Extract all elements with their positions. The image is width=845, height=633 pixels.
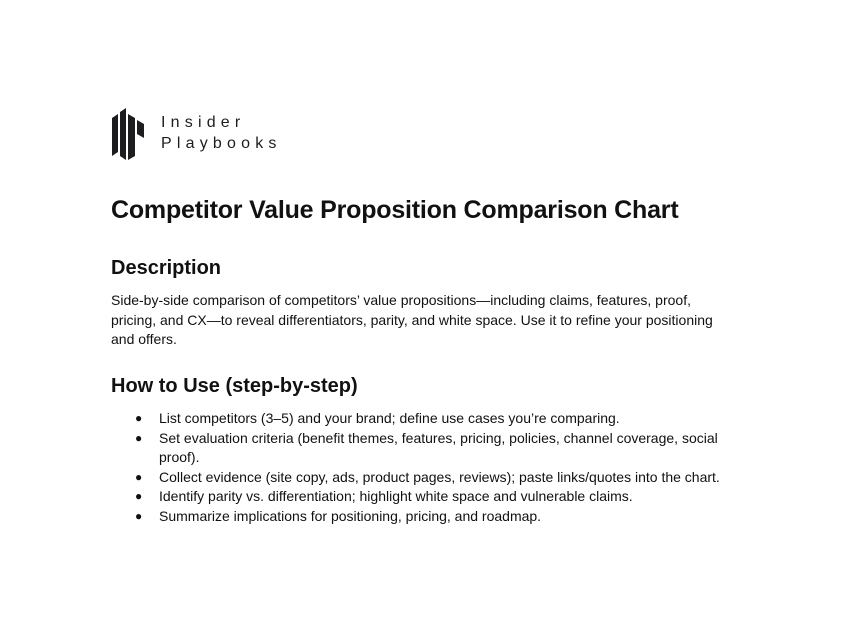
brand-line-2: Playbooks [161,135,282,152]
step-text: Summarize implications for positioning, pricing, and roadmap. [159,507,542,524]
list-item [111,409,751,429]
bullet-icon: ● [135,430,143,445]
description-heading: Description [111,257,222,279]
step-text: Collect evidence (site copy, ads, product pages, reviews); paste links/quotes into the chart. [159,468,720,485]
step-text: Identify parity vs. differentiation; highlight white space and vulnerable claims. [159,488,633,504]
steps-list [111,409,751,526]
list-item [111,487,751,507]
description-text: Side-by-side comparison of competitors’ value propositions—including claims, features, proof, pricing, and CX—to reveal differentiators, parity, and white space. Use it to refine your positioning and offers. [111,292,713,347]
bullet-icon: ● [135,489,143,503]
bullet-icon: ● [135,411,143,425]
brand-wordmark [161,112,282,154]
list-item [111,507,751,527]
step-text: Set evaluation criteria (benefit themes, features, pricing, policies, channel coverage, social proof). [159,429,718,465]
page-title: Competitor Value Proposition Comparison Chart [111,196,679,224]
brand-logo [111,108,282,160]
list-item [111,429,751,468]
step-text: List competitors (3–5) and your brand; define use cases you’re comparing. [159,410,620,426]
how-to-use-heading: How to Use (step-by-step) [111,375,358,397]
bullet-icon: ● [135,469,143,484]
brand-line-1: Insider [161,114,246,131]
bullet-icon: ● [135,508,143,523]
list-item [111,468,751,488]
insider-playbooks-logo-icon [111,108,145,160]
